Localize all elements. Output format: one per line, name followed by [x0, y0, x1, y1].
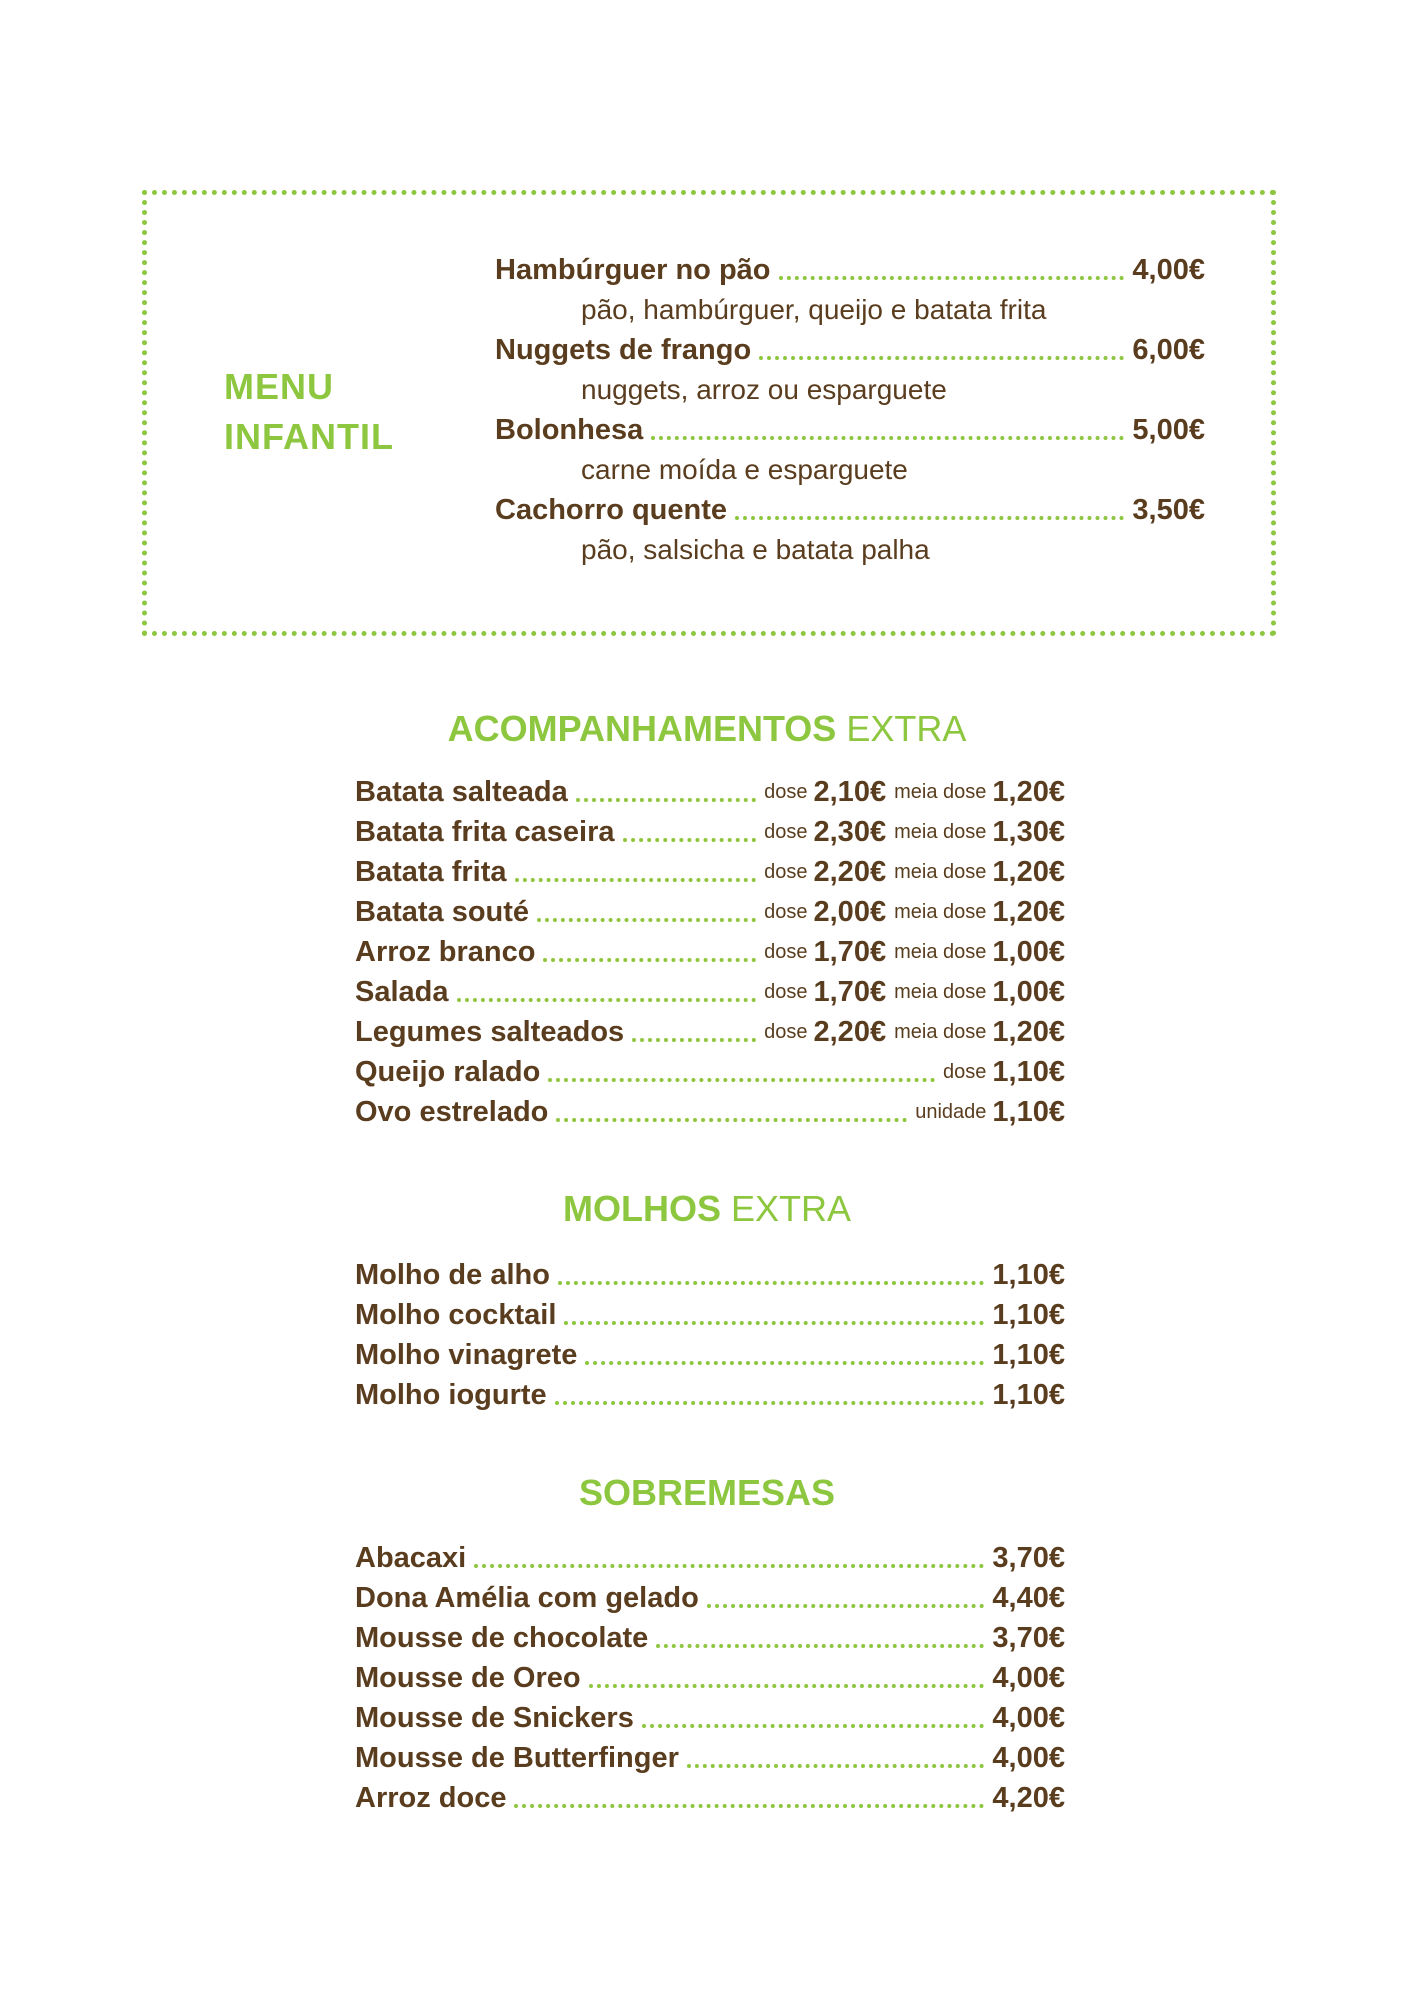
item-name: Nuggets de frango [495, 334, 752, 366]
menu-item: Molho iogurte 1,10€ [355, 1379, 1065, 1411]
menu-item: Mousse de Butterfinger 4,00€ [355, 1742, 1065, 1774]
item-description: carne moída e esparguete [581, 454, 908, 485]
item-name: Cachorro quente [495, 494, 728, 526]
menu-item: Mousse de Snickers 4,00€ [355, 1702, 1065, 1734]
item-description: nuggets, arroz ou esparguete [581, 374, 947, 405]
menu-item: Queijo ralado dose 1,10€ [355, 1056, 1065, 1088]
menu-item: Dona Amélia com gelado 4,40€ [355, 1582, 1065, 1614]
item-price: 6,00€ [1132, 334, 1205, 366]
item-price: 3,50€ [1132, 494, 1205, 526]
menu-item: Batata frita dose 2,20€ meia dose 1,20€ [355, 856, 1065, 888]
section-title-acompanhamentos: ACOMPANHAMENTOS EXTRA [447, 708, 967, 749]
molhos-list [355, 1255, 1065, 1415]
item-description: pão, salsicha e batata palha [581, 534, 930, 565]
section-title-sobremesas: SOBREMESAS [578, 1472, 836, 1513]
item-price: 5,00€ [1132, 414, 1205, 446]
menu-item [495, 490, 1205, 570]
menu-item: Salada dose 1,70€ meia dose 1,00€ [355, 976, 1065, 1008]
item-name: Bolonhesa [495, 414, 644, 446]
menu-item: Molho de alho 1,10€ [355, 1259, 1065, 1291]
item-name: Hambúrguer no pão [495, 254, 771, 286]
menu-item: Batata frita caseira dose 2,30€ meia dose 1,30€ [355, 816, 1065, 848]
menu-item [495, 250, 1205, 330]
kids-menu-title: MENU INFANTIL [224, 366, 394, 457]
item-price: 4,00€ [1132, 254, 1205, 286]
menu-item: Arroz doce 4,20€ [355, 1782, 1065, 1814]
menu-item [495, 330, 1205, 410]
item-description: pão, hambúrguer, queijo e batata frita [581, 294, 1047, 325]
menu-item [495, 410, 1205, 490]
menu-item: Molho cocktail 1,10€ [355, 1299, 1065, 1331]
section-title-molhos: MOLHOS EXTRA [562, 1188, 852, 1229]
menu-item: Arroz branco dose 1,70€ meia dose 1,00€ [355, 936, 1065, 968]
acompanhamentos-list [355, 772, 1065, 1132]
kids-menu-list [495, 250, 1205, 570]
menu-item: Abacaxi 3,70€ [355, 1542, 1065, 1574]
menu-item: Batata souté dose 2,00€ meia dose 1,20€ [355, 896, 1065, 928]
menu-item: Ovo estrelado unidade 1,10€ [355, 1096, 1065, 1128]
menu-item: Mousse de chocolate 3,70€ [355, 1622, 1065, 1654]
menu-item: Molho vinagrete 1,10€ [355, 1339, 1065, 1371]
menu-item: Mousse de Oreo 4,00€ [355, 1662, 1065, 1694]
sobremesas-list [355, 1538, 1065, 1818]
menu-item: Legumes salteados dose 2,20€ meia dose 1,20€ [355, 1016, 1065, 1048]
menu-item: Batata salteada dose 2,10€ meia dose 1,20€ [355, 776, 1065, 808]
